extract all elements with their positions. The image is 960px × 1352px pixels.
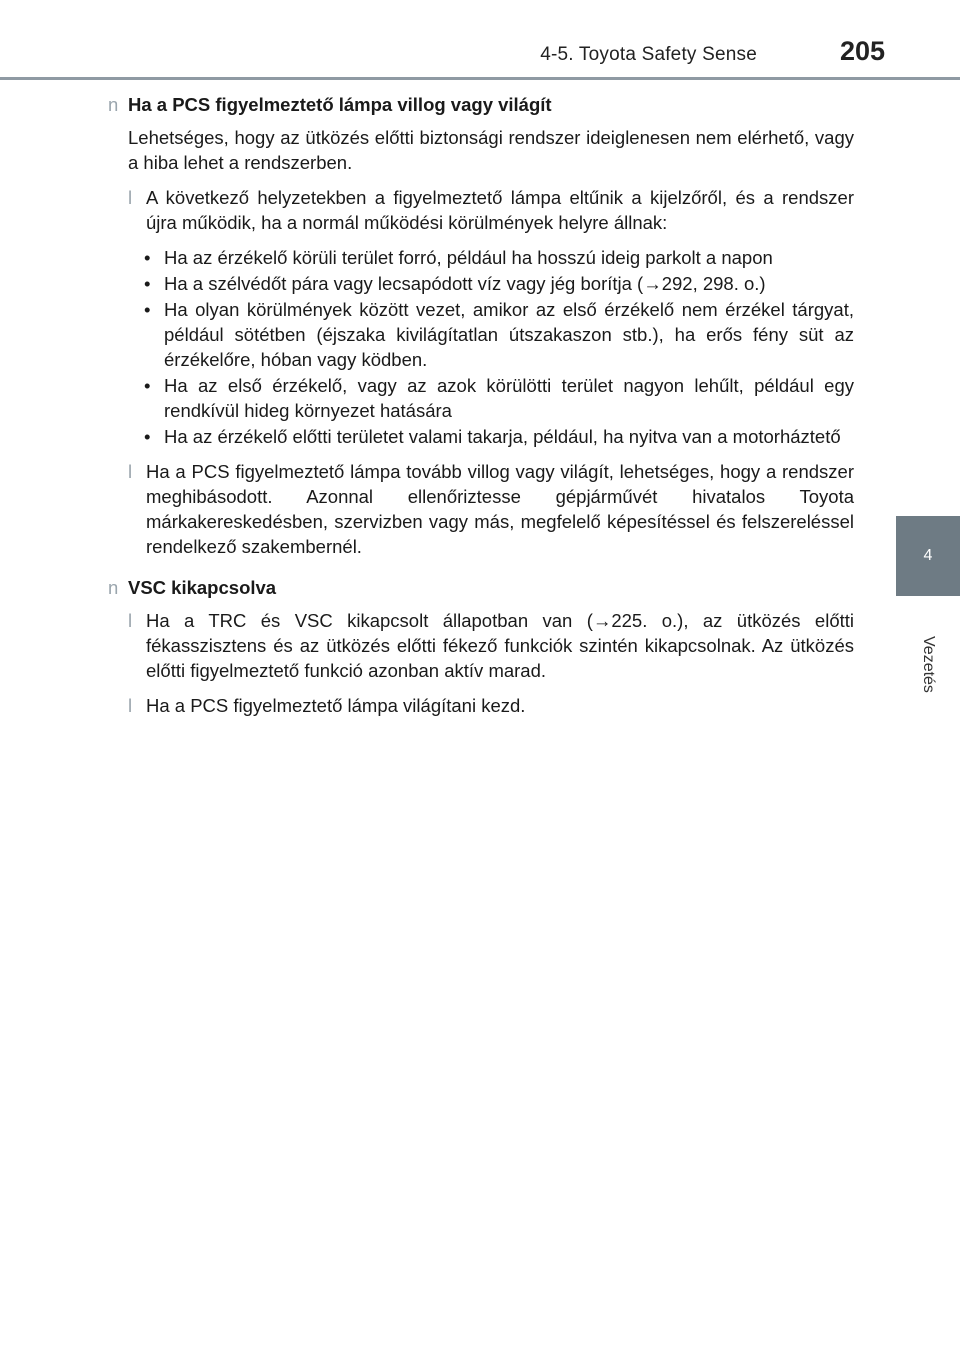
item-marker: l: [128, 461, 133, 482]
section-heading-vsc-off: [108, 575, 854, 600]
section-heading-pcs-lamp: [108, 92, 854, 117]
list-item: [108, 185, 854, 235]
heading-text: VSC kikapcsolva: [128, 577, 277, 598]
page-content: [108, 92, 854, 728]
chapter-side: [896, 596, 960, 756]
item-text: A következő helyzetekben a figyelmeztető lámpa eltűnik a kijelzőről, és a rendszer újra működik, ha a normál működési körülmények helyre állnak:: [146, 187, 854, 233]
header-divider: [0, 77, 960, 80]
section-marker: n: [108, 94, 119, 115]
page-number: 205: [839, 36, 885, 66]
bullet-text: Ha a szélvédőt pára vagy lecsapódott víz vagy jég borítja (→292, 298. o.): [164, 273, 766, 294]
item-marker: l: [128, 610, 133, 631]
bullet-item: [108, 373, 854, 423]
item-text: Ha a PCS figyelmeztető lámpa tovább villog vagy világít, lehetséges, hogy a rendszer meghibásodott. Azonnal ellenőriztesse gépjárművét hivatalos Toyota márkakereskedésben, szervizben vagy más, megfelelő képesítéssel és felszereléssel rendelkező szakembernél.: [146, 461, 854, 557]
intro-paragraph: Lehetséges, hogy az ütközés előtti biztonsági rendszer ideiglenesen nem elérhető, vagy a hiba lehet a rendszerben.: [128, 127, 854, 173]
bullet-list: [108, 245, 854, 449]
bullet-dot: •: [144, 299, 151, 320]
bullet-dot: •: [144, 426, 151, 447]
item-text: Ha a PCS figyelmeztető lámpa világítani kezd.: [146, 695, 526, 716]
chapter-label: Vezetés: [920, 636, 937, 693]
section-marker: n: [108, 577, 119, 598]
item-text: Ha a TRC és VSC kikapcsolt állapotban van (→225. o.), az ütközés előtti fékasszisztens és az ütközés előtti fékező funkciók szintén kikapcsolnak. Az ütközés előtti figyelmeztető funkció azonban aktív marad.: [146, 610, 854, 681]
bullet-item: [108, 245, 854, 270]
bullet-text: Ha az érzékelő előtti területet valami takarja, például, ha nyitva van a motorháztető: [164, 426, 841, 447]
list-item: [108, 693, 854, 718]
bullet-text: Ha az érzékelő körüli terület forró, például ha hosszú ideig parkolt a napon: [164, 247, 773, 268]
list-item: [108, 459, 854, 559]
item-marker: l: [128, 187, 133, 208]
chapter-tab: [896, 516, 960, 596]
chapter-number: 4: [923, 547, 933, 564]
bullet-text: Ha olyan körülmények között vezet, amikor az első érzékelő nem érzékel tárgyat, például sötétben (éjszaka kivilágítatlan útszakaszon stb.), ha erős fény süt az érzékelőre, hóban vagy ködben.: [164, 299, 854, 370]
bullet-text: Ha az első érzékelő, vagy az azok körülötti terület nagyon lehűlt, például egy rendkívül hideg környezet hatására: [164, 375, 854, 421]
bullet-item: [108, 271, 854, 296]
list-item: [108, 608, 854, 683]
bullet-item: [108, 424, 854, 449]
bullet-dot: •: [144, 247, 151, 268]
bullet-dot: •: [144, 375, 151, 396]
section-title: 4-5. Toyota Safety Sense: [540, 44, 757, 65]
item-marker: l: [128, 695, 133, 716]
heading-text: Ha a PCS figyelmeztető lámpa villog vagy világít: [128, 94, 552, 115]
bullet-dot: •: [144, 273, 151, 294]
bullet-item: [108, 297, 854, 372]
